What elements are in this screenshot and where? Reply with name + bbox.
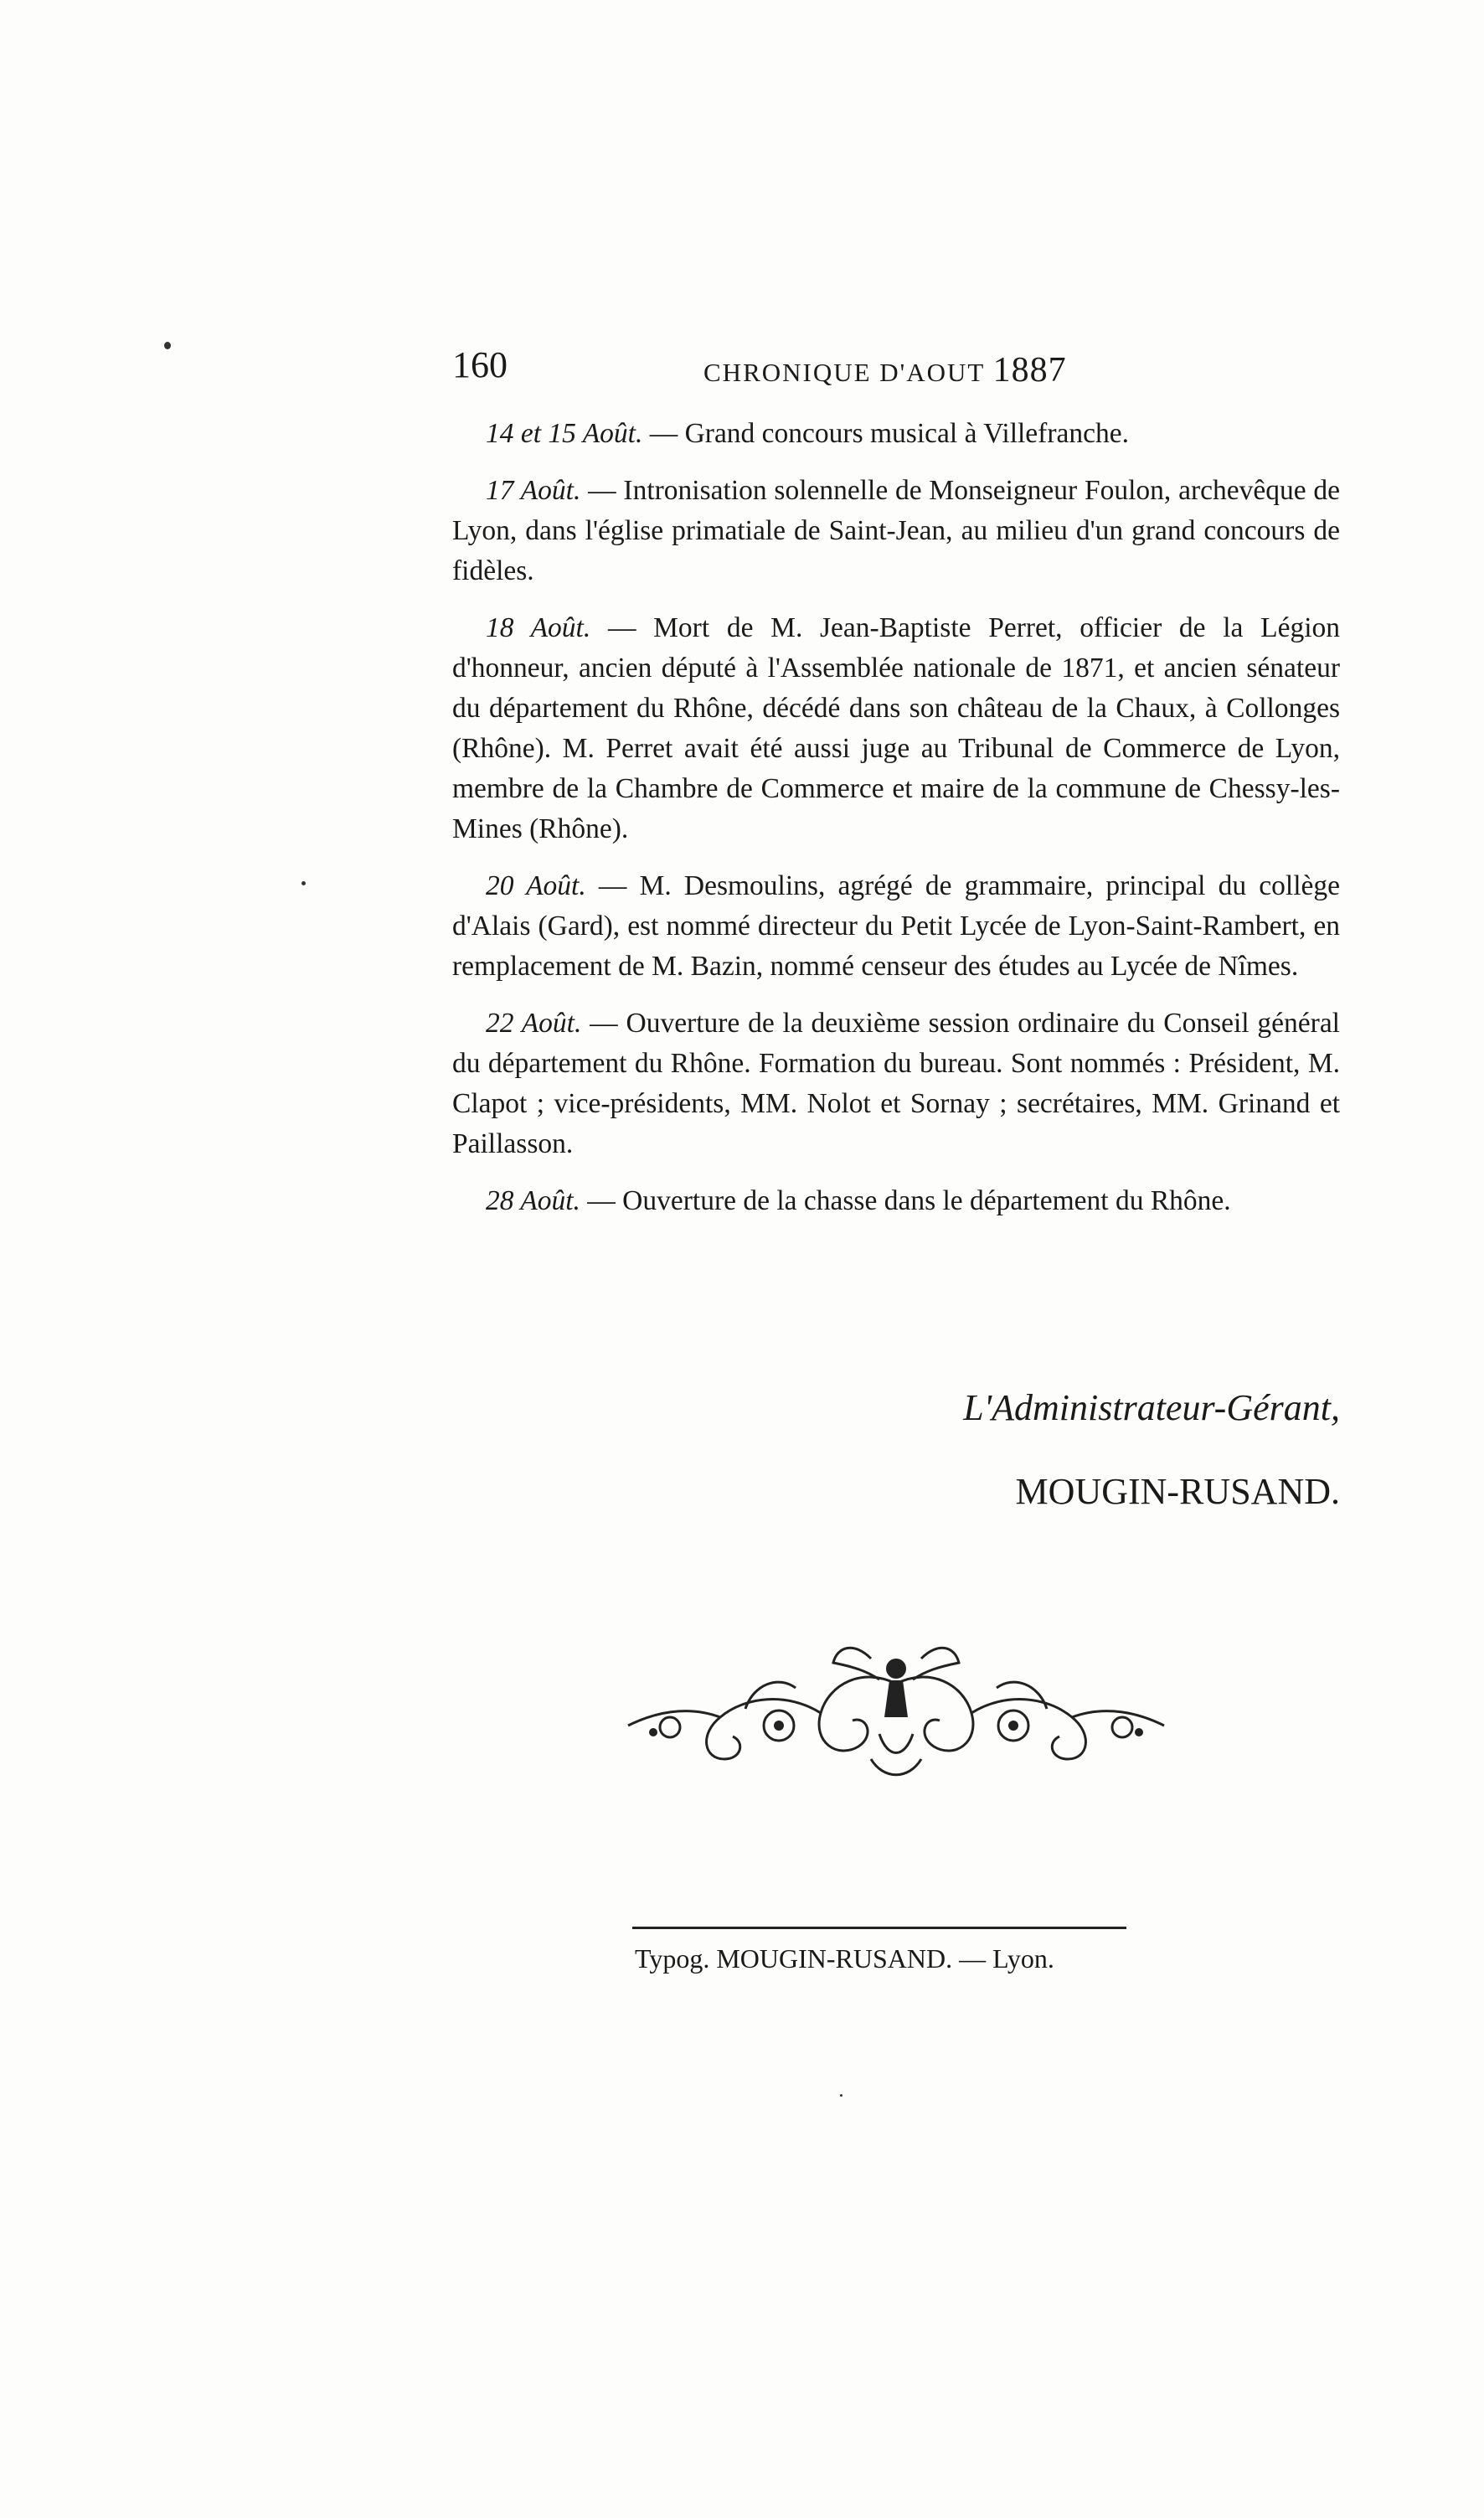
entry-date: 22 Août. (486, 1008, 582, 1039)
entry-date: 28 Août. (486, 1185, 580, 1216)
entry-text: — Mort de M. Jean-Baptiste Perret, officier de la Légion d'honneur, ancien député à l'Assemblée nationale de 1871, et ancien sénateur du département du Rhône, décédé dans son château de la Chaux, à Collonges (Rhône). M. Perret avait été aussi juge au Tribunal de Commerce de Lyon, membre de la Chambre de Commerce et maire de la commune de Chessy-les-Mines (Rhône). (452, 612, 1341, 844)
entry-text: — Grand concours musical à Villefranche. (642, 418, 1129, 449)
chronicle-entries (452, 414, 1340, 1238)
signature-name: MOUGIN-RUSAND. (1015, 1471, 1340, 1512)
entry-text: — M. Desmoulins, agrégé de grammaire, principal du collège d'Alais (Gard), est nommé directeur du Petit Lycée de Lyon-Saint-Rambert, en remplacement de M. Bazin, nommé censeur des études au Lycée de Nîmes. (452, 870, 1340, 982)
ink-speck (301, 881, 306, 885)
running-title (703, 350, 1067, 390)
ink-speck (164, 342, 171, 349)
chronicle-entry (452, 1181, 1340, 1221)
running-title-text: CHRONIQUE D'AOUT (703, 358, 985, 387)
entry-text: — Intronisation solennelle de Monseigneur Foulon, archevêque de Lyon, dans l'église primatiale de Saint-Jean, au milieu d'un grand concours de fidèles. (452, 475, 1341, 586)
chronicle-entry (452, 866, 1340, 987)
imprint-rule (632, 1927, 1126, 1929)
page-header (452, 343, 1340, 402)
chronicle-entry (452, 471, 1340, 591)
printer-imprint: Typog. MOUGIN-RUSAND. — Lyon. (635, 1943, 1054, 1974)
floral-angel-vignette-icon (620, 1633, 1172, 1793)
entry-date: 14 et 15 Août. (486, 418, 643, 449)
ink-speck (840, 2094, 842, 2097)
chronicle-entry (452, 414, 1340, 454)
page-number: 160 (452, 344, 508, 385)
entry-text: — Ouverture de la deuxième session ordinaire du Conseil général du département du Rhône. Formation du bureau. Sont nommés : Président, M. Clapot ; vice-présidents, MM. Nolot et Sornay ; secrétaires, MM. Grinand et Paillasson. (452, 1008, 1340, 1159)
entry-date: 18 Août. (486, 612, 591, 643)
entry-text: — Ouverture de la chasse dans le département du Rhône. (580, 1185, 1231, 1216)
running-title-year: 1887 (992, 351, 1067, 390)
chronicle-entry (452, 608, 1340, 849)
entry-date: 20 Août. (486, 870, 586, 901)
entry-date: 17 Août. (486, 475, 581, 506)
signature-title: L'Administrateur-Gérant, (963, 1387, 1340, 1428)
chronicle-entry (452, 1004, 1340, 1164)
